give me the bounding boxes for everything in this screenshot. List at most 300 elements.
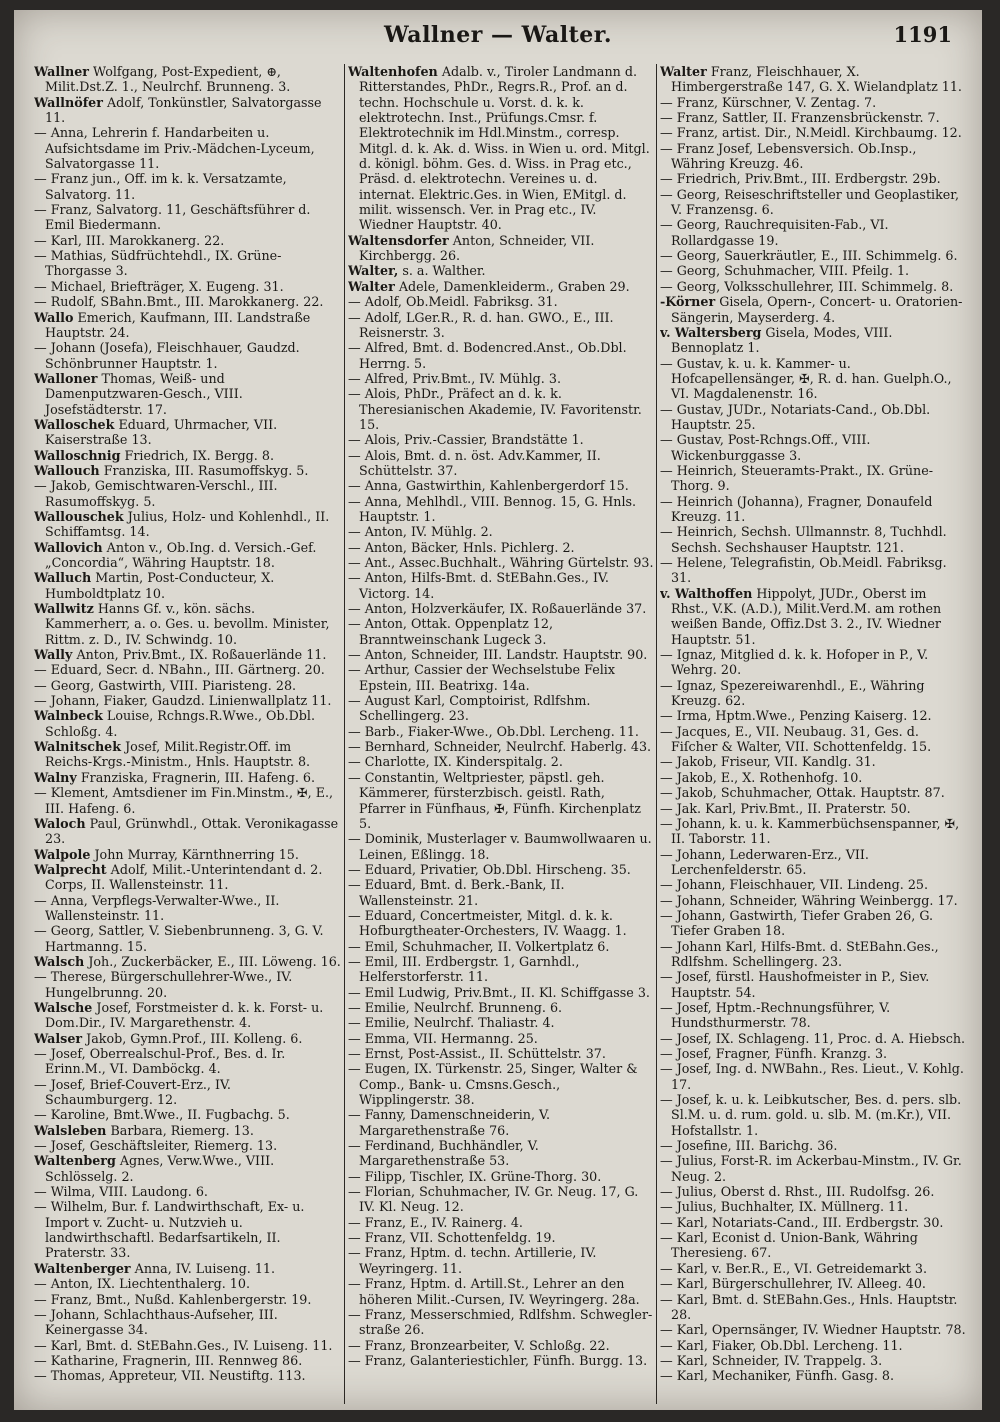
directory-entry — [348, 1000, 654, 1015]
ditto-dash: — — [348, 601, 361, 617]
entry-text: Georg, Rauchrequisiten-Fab., VI. Rollardgasse 19. — [671, 217, 889, 248]
entry-text: Franz, VII. Schottenfeldg. 19. — [364, 1230, 556, 1246]
directory-entry — [660, 1031, 966, 1046]
ditto-dash: — — [660, 892, 673, 908]
directory-entry — [348, 1215, 654, 1230]
ditto-dash: — — [34, 969, 47, 985]
directory-entry — [660, 141, 966, 172]
ditto-dash: — — [348, 447, 361, 463]
entry-text: Heinrich (Johanna), Fragner, Donaufeld Kreuzg. 11. — [671, 493, 933, 524]
directory-entry — [660, 1338, 966, 1353]
directory-entry — [34, 662, 342, 677]
ditto-dash: — — [348, 386, 361, 402]
running-title: Wallner — Walter. — [384, 22, 612, 48]
ditto-dash: — — [348, 1184, 361, 1200]
directory-entry — [348, 233, 654, 264]
entry-text: s. a. Walther. — [402, 263, 486, 279]
ditto-dash: — — [660, 171, 673, 187]
entry-text: Heinrich, Steueramts-Prakt., IX. Grüne-Thorg. 9. — [671, 462, 933, 494]
ditto-dash: — — [660, 1230, 673, 1246]
directory-entry — [660, 724, 966, 755]
directory-entry — [34, 1276, 342, 1291]
entry-text: Franz, E., IV. Rainerg. 4. — [364, 1214, 523, 1230]
ditto-dash: — — [348, 539, 361, 555]
directory-page — [14, 10, 982, 1410]
entry-text: Josef, Ing. d. NWBahn., Res. Lieut., V. Kohlg. 17. — [671, 1061, 964, 1092]
ditto-dash: — — [34, 1107, 47, 1123]
entry-text: Alois, PhDr., Präfect an d. k. k. Theresianischen Akademie, IV. Favoritenstr. 15. — [359, 386, 642, 432]
ditto-dash: — — [348, 432, 361, 448]
entry-text: Gustav, Post-Rchngs.Off., VIII. Wickenburggasse 3. — [671, 432, 871, 463]
entry-text: Hippolyt, JUDr., Oberst im Rhst., V.K. (A.D.), Milit.Verd.M. am rothen weißen Bande, Offiz.Dst 3. 2., IV. Wiedner Hauptstr. 51. — [671, 585, 942, 647]
entry-text: Karoline, Bmt.Wwe., II. Fugbachg. 5. — [50, 1107, 290, 1123]
entry-text: Johann Karl, Hilfs-Bmt. d. StEBahn.Ges., Rdlfshm. Schellingerg. 23. — [671, 938, 939, 969]
entry-text: Franz, Messerschmied, Rdlfshm. Schwegler-straße 26. — [359, 1306, 653, 1338]
entry-text: Ant., Assec.Buchhalt., Währing Gürtelstr. 93. — [364, 555, 654, 570]
entry-text: Eduard, Privatier, Ob.Dbl. Hirscheng. 35. — [364, 861, 631, 877]
entry-surname: Walloschnig — [34, 447, 121, 463]
directory-entry — [660, 294, 966, 325]
ditto-dash: — — [660, 815, 673, 831]
directory-entry — [34, 1368, 342, 1383]
ditto-dash: — — [660, 969, 673, 985]
directory-entry — [660, 494, 966, 525]
directory-entry — [34, 1199, 342, 1260]
column-1 — [34, 64, 342, 1404]
entry-text: Adolf, Milit.-Unterintendant d. 2. Corps, II. Wallensteinstr. 11. — [45, 861, 323, 893]
ditto-dash: — — [348, 616, 361, 632]
entry-text: Friedrich, Priv.Bmt., III. Erdbergstr. 29b. — [676, 171, 941, 187]
directory-entry — [34, 463, 342, 478]
directory-entry — [660, 248, 966, 263]
directory-entry — [348, 1184, 654, 1215]
directory-entry — [34, 310, 342, 341]
entry-surname: Walprecht — [34, 861, 107, 877]
directory-entry — [34, 1123, 342, 1138]
entry-text: Julius, Forst-R. im Ackerbau-Minstm., IV. Gr. Neug. 2. — [671, 1153, 962, 1184]
entry-text: Karl, III. Marokkanerg. 22. — [50, 232, 225, 248]
entry-surname: Walloschek — [34, 416, 115, 432]
directory-entry — [348, 1245, 654, 1276]
ditto-dash: — — [348, 739, 361, 755]
directory-entry — [660, 1261, 966, 1276]
directory-entry — [348, 1338, 654, 1353]
entry-text: Franz, Salvatorg. 11, Geschäftsführer d. Emil Biedermann. — [45, 202, 311, 233]
directory-entry — [34, 1000, 342, 1031]
entry-text: Gisela, Opern-, Concert- u. Oratorien-Sängerin, Mayserderg. 4. — [671, 294, 963, 325]
entry-text: Anton, Priv.Bmt., IX. Roßauerlände 11. — [76, 647, 327, 663]
entry-text: Jacques, E., VII. Neubaug. 31, Ges. d. Fiſcher & Walter, VII. Schottenfeldg. 15. — [671, 723, 932, 755]
ditto-dash: — — [348, 1168, 361, 1184]
entry-text: Heinrich, Sechsh. Ullmannstr. 8, Tuchhdl. Sechsh. Sechshauser Hauptstr. 121. — [671, 524, 947, 555]
directory-entry — [348, 340, 654, 371]
directory-entry — [34, 708, 342, 739]
ditto-dash: — — [660, 278, 673, 294]
entry-surname: Wallo — [34, 309, 74, 325]
entry-text: Josef, k. u. k. Leibkutscher, Bes. d. pers. slb. Sl.M. u. d. rum. gold. u. slb. M. (m.Kr.), VII. Hofstallstr. 1. — [671, 1092, 962, 1138]
ditto-dash: — — [34, 1368, 47, 1384]
entry-text: Adolf, Ob.Meidl. Fabriksg. 31. — [364, 294, 558, 310]
ditto-dash: — — [660, 1214, 673, 1230]
entry-text: Anton, Ottak. Oppenplatz 12, Branntweinschank Lugeck 3. — [359, 616, 553, 647]
entry-text: Johann (Josefa), Fleischhauer, Gaudzd. Schönbrunner Hauptstr. 1. — [45, 340, 300, 371]
entry-text: Josef, Oberrealschul-Prof., Bes. d. Ir. Erinn.M., VI. Damböckg. 4. — [45, 1046, 286, 1077]
entry-text: Anton, IX. Liechtenthalerg. 10. — [50, 1276, 250, 1292]
entry-surname: Walter, — [348, 263, 399, 279]
entry-text: Anton, Holzverkäufer, IX. Roßauerlände 37. — [364, 601, 647, 617]
ditto-dash: — — [660, 723, 673, 739]
directory-entry — [660, 1138, 966, 1153]
directory-entry — [660, 1184, 966, 1199]
column-divider — [656, 64, 657, 1404]
directory-entry — [660, 1199, 966, 1214]
directory-entry — [348, 724, 654, 739]
directory-entry — [348, 310, 654, 341]
ditto-dash: — — [660, 1138, 673, 1154]
entry-text: Georg, Volksschullehrer, III. Schimmelg. 8. — [676, 278, 954, 294]
ditto-dash: — — [34, 677, 47, 693]
ditto-dash: — — [660, 754, 673, 770]
directory-entry — [348, 555, 654, 570]
entry-text: Eduard, Concertmeister, Mitgl. d. k. k. Hofburgtheater-Orchesters, IV. Waagg. 1. — [359, 907, 627, 939]
directory-entry — [348, 386, 654, 432]
entry-text: Barb., Fiaker-Wwe., Ob.Dbl. Lercheng. 11. — [364, 723, 639, 739]
entry-text: Eugen, IX. Türkenstr. 25, Singer, Walter & Comp., Bank- u. Cmsns.Gesch., Wipplingerstr. 38. — [359, 1061, 638, 1108]
entry-text: Adolf, Tonkünstler, Salvatorgasse 11. — [45, 94, 322, 126]
entry-text: Johann, Gastwirth, Tiefer Graben 26, G. Tiefer Graben 18. — [671, 907, 934, 939]
directory-entry — [348, 1307, 654, 1338]
directory-entry — [348, 601, 654, 616]
ditto-dash: — — [34, 785, 47, 801]
directory-entry — [348, 1138, 654, 1169]
directory-entry — [348, 877, 654, 908]
directory-entry — [348, 985, 654, 1000]
directory-entry — [34, 371, 342, 417]
column-2 — [348, 64, 654, 1404]
directory-entry — [660, 801, 966, 816]
entry-surname: Walnbeck — [34, 708, 103, 724]
ditto-dash: — — [660, 432, 673, 448]
ditto-dash: — — [660, 217, 673, 233]
entry-text: Eduard, Uhrmacher, VII. Kaiserstraße 13. — [45, 416, 278, 448]
directory-entry — [660, 816, 966, 847]
entry-text: Johann, Fleischhauer, VII. Lindeng. 25. — [676, 877, 928, 893]
directory-entry — [660, 847, 966, 878]
directory-entry — [34, 1307, 342, 1338]
entry-text: Franz, Galanteriestichler, Fünfh. Burgg. 13. — [364, 1352, 648, 1368]
directory-entry — [660, 1092, 966, 1138]
entry-surname: Wallouschek — [34, 508, 124, 524]
entry-text: Ernst, Post-Assist., II. Schüttelstr. 37. — [364, 1046, 606, 1061]
ditto-dash: — — [660, 140, 673, 156]
entry-text: Helene, Telegrafistin, Ob.Meidl. Fabriksg. 31. — [671, 555, 947, 586]
ditto-dash: — — [34, 1184, 47, 1200]
entry-text: Josef, IX. Schlageng. 11, Proc. d. A. Hiebsch. — [676, 1030, 966, 1046]
ditto-dash: — — [34, 202, 47, 218]
entry-text: Thomas, Appreteur, VII. Neustiftg. 113. — [50, 1368, 306, 1384]
directory-entry — [660, 754, 966, 769]
entry-text: August Karl, Comptoirist, Rdlfshm. Schellingerg. 23. — [359, 693, 591, 724]
entry-text: Franz, Sattler, II. Franzensbrückenstr. 7. — [676, 110, 940, 126]
ditto-dash: — — [348, 1306, 361, 1322]
directory-entry — [660, 893, 966, 908]
ditto-dash: — — [660, 1092, 673, 1108]
directory-entry — [34, 862, 342, 893]
ditto-dash: — — [348, 309, 361, 325]
entry-text: Georg, Reiseschriftsteller und Geoplastiker, V. Franzensg. 6. — [671, 186, 959, 218]
entry-text: Josef, Milit.Registr.Off. im Reichs-Krgs.-Ministm., Hnls. Hauptstr. 8. — [45, 739, 311, 770]
entry-surname: Walter — [660, 64, 707, 79]
entry-text: Jakob, Schuhmacher, Ottak. Hauptstr. 87. — [676, 785, 945, 801]
entry-text: Louise, Rchngs.R.Wwe., Ob.Dbl. Schloßg. 4. — [45, 708, 316, 739]
entry-surname: Walsche — [34, 999, 93, 1015]
directory-entry — [34, 1107, 342, 1122]
directory-entry — [348, 770, 654, 831]
ditto-dash: — — [660, 524, 673, 540]
ditto-dash: — — [348, 570, 361, 586]
entry-surname: Walluch — [34, 570, 92, 586]
ditto-dash: — — [34, 693, 47, 709]
entry-text: Wilma, VIII. Laudong. 6. — [50, 1184, 208, 1200]
ditto-dash: — — [348, 1138, 361, 1154]
ditto-dash: — — [660, 677, 673, 693]
entry-text: Georg, Sattler, V. Siebenbrunneng. 3, G. V. Hartmanng. 15. — [45, 923, 324, 954]
directory-entry — [34, 448, 342, 463]
directory-entry — [34, 693, 342, 708]
entry-surname: Wally — [34, 647, 73, 663]
entry-text: Mathias, Südfrüchtehdl., IX. Grüne-Thorgasse 3. — [45, 248, 282, 279]
directory-entry — [660, 1230, 966, 1261]
entry-text: Georg, Schuhmacher, VIII. Pfeilg. 1. — [676, 263, 910, 279]
entry-text: Ignaz, Mitglied d. k. k. Hofoper in P., V. Wehrg. 20. — [671, 647, 929, 678]
entry-text: Franziska, III. Rasumoffskyg. 5. — [103, 462, 309, 478]
directory-entry — [660, 1353, 966, 1368]
column-divider — [344, 64, 345, 1404]
entry-text: Julius, Holz- und Kohlenhdl., II. Schiffamtsg. 14. — [45, 508, 330, 540]
directory-entry — [34, 417, 342, 448]
ditto-dash: — — [660, 1061, 673, 1077]
ditto-dash: — — [348, 647, 361, 663]
directory-entry — [660, 171, 966, 186]
ditto-dash: — — [660, 1291, 673, 1307]
ditto-dash: — — [348, 831, 361, 847]
entry-text: Alois, Priv.-Cassier, Brandstätte 1. — [364, 432, 584, 448]
directory-entry — [348, 263, 654, 278]
entry-text: Eduard, Secr. d. NBahn., III. Gärtnerg. 20. — [50, 662, 325, 678]
entry-text: Julius, Oberst d. Rhst., III. Rudolfsg. 26. — [676, 1184, 935, 1200]
entry-surname: Walpole — [34, 846, 91, 862]
directory-entry — [34, 847, 342, 862]
entry-text: Johann, Fiaker, Gaudzd. Linienwallplatz 11. — [50, 693, 332, 709]
ditto-dash: — — [660, 800, 673, 816]
entry-text: Franz, Bmt., Nußd. Kahlenbergerstr. 19. — [50, 1291, 312, 1307]
entry-surname: Waltenberger — [34, 1260, 131, 1276]
directory-entry — [348, 448, 654, 479]
entry-text: Jakob, E., X. Rothenhofg. 10. — [676, 769, 863, 785]
entry-text: Michael, Briefträger, X. Eugeng. 31. — [50, 278, 284, 294]
ditto-dash: — — [34, 1199, 47, 1215]
ditto-dash: — — [348, 999, 361, 1015]
entry-text: Emil Ludwig, Priv.Bmt., II. Kl. Schiffgasse 3. — [364, 984, 650, 1000]
ditto-dash: — — [348, 1337, 361, 1353]
directory-entry — [34, 570, 342, 601]
entry-text: Eduard, Bmt. d. Berk.-Bank, II. Wallensteinstr. 21. — [359, 877, 565, 908]
entry-text: Julius, Buchhalter, IX. Müllnerg. 11. — [676, 1199, 909, 1215]
ditto-dash: — — [660, 938, 673, 954]
directory-entry — [34, 1338, 342, 1353]
directory-entry — [34, 647, 342, 662]
entry-text: Barbara, Riemerg. 13. — [110, 1122, 254, 1138]
directory-entry — [34, 678, 342, 693]
ditto-dash: — — [660, 1199, 673, 1215]
entry-text: Anton, Schneider, VII. Kirchbergg. 26. — [359, 232, 595, 264]
entry-text: Alois, Bmt. d. n. öst. Adv.Kammer, II. Schüttelstr. 37. — [359, 447, 601, 478]
ditto-dash: — — [348, 953, 361, 969]
entry-text: Johann, k. u. k. Kammerbüchsenspanner, ✠, II. Taborstr. 11. — [671, 815, 960, 847]
entry-surname: v. Waltersberg — [660, 324, 762, 340]
ditto-dash: — — [34, 892, 47, 908]
entry-text: Paul, Grünwhdl., Ottak. Veronikagasse 23. — [45, 815, 339, 847]
entry-text: Joh., Zuckerbäcker, E., III. Löweng. 16. — [88, 953, 341, 969]
entry-text: Franz, Bronzearbeiter, V. Schloßg. 22. — [364, 1337, 610, 1353]
directory-entry — [348, 1169, 654, 1184]
entry-text: Karl, Fiaker, Ob.Dbl. Lercheng. 11. — [676, 1337, 903, 1353]
ditto-dash: — — [348, 370, 361, 386]
entry-surname: Walsleben — [34, 1122, 107, 1138]
entry-text: Franz jun., Off. im k. k. Versatzamte, Salvatorg. 11. — [45, 171, 287, 202]
directory-entry — [348, 616, 654, 647]
ditto-dash: — — [660, 846, 673, 862]
directory-entry — [348, 831, 654, 862]
ditto-dash: — — [660, 110, 673, 126]
ditto-dash: — — [348, 1214, 361, 1230]
entry-text: Franz, Kürschner, V. Zentag. 7. — [676, 94, 877, 110]
entry-text: Karl, Bmt. d. StEBahn.Ges., IV. Luiseng. 11. — [50, 1337, 333, 1353]
entry-text: Josef, fürstl. Haushofmeister in P., Siev. Hauptstr. 54. — [671, 969, 930, 1000]
entry-text: Friedrich, IX. Bergg. 8. — [124, 447, 274, 463]
directory-entry — [348, 432, 654, 447]
entry-text: Constantin, Weltpriester, päpstl. geh. Kämmerer, fürsterzbisch. geistl. Rath, Pfarrer in Fünfhaus, ✠, Fünfh. Kirchenplatz 5. — [359, 769, 641, 831]
ditto-dash: — — [34, 1046, 47, 1061]
ditto-dash: — — [660, 1030, 673, 1046]
ditto-dash: — — [348, 1245, 361, 1261]
entry-text: Alfred, Bmt. d. Bodencred.Anst., Ob.Dbl. Herrng. 5. — [359, 340, 627, 371]
entry-surname: Walter — [348, 278, 395, 294]
ditto-dash: — — [660, 907, 673, 923]
entry-surname: Wallovich — [34, 539, 103, 555]
ditto-dash: — — [348, 984, 361, 1000]
directory-entry — [348, 739, 654, 754]
ditto-dash: — — [348, 1030, 361, 1046]
directory-entry — [34, 509, 342, 540]
ditto-dash: — — [348, 1015, 361, 1031]
directory-entry — [34, 1077, 342, 1108]
ditto-dash: — — [660, 877, 673, 893]
ditto-dash: — — [348, 340, 361, 356]
directory-entry — [660, 939, 966, 970]
column-3 — [660, 64, 966, 1404]
ditto-dash: — — [660, 401, 673, 417]
ditto-dash: — — [348, 493, 361, 509]
entry-surname: v. Walthoffen — [660, 585, 753, 601]
entry-text: Jakob, Friseur, VII. Kandlg. 31. — [676, 754, 876, 770]
entry-text: Anton, IV. Mühlg. 2. — [364, 524, 493, 540]
entry-surname: Walnitschek — [34, 739, 122, 755]
entry-text: Karl, Schneider, IV. Trappelg. 3. — [676, 1352, 883, 1368]
entry-text: Jakob, Gemischtwaren-Verschl., III. Rasumoffskyg. 5. — [45, 478, 278, 509]
directory-entry — [348, 540, 654, 555]
directory-entry — [34, 64, 342, 95]
entry-text: Karl, Bmt. d. StEBahn.Ges., Hnls. Hauptstr. 28. — [671, 1291, 958, 1322]
directory-entry — [348, 1353, 654, 1368]
directory-entry — [660, 432, 966, 463]
entry-text: Franz Josef, Lebensversich. Ob.Insp., Währing Kreuzg. 46. — [671, 140, 917, 172]
entry-text: Georg, Gastwirth, VIII. Piaristeng. 28. — [50, 677, 297, 693]
entry-text: Emil, Schuhmacher, II. Volkertplatz 6. — [364, 938, 610, 954]
directory-entry — [348, 1015, 654, 1030]
ditto-dash: — — [660, 708, 673, 724]
entry-text: Katharine, Fragnerin, III. Rennweg 86. — [50, 1352, 303, 1368]
entry-text: Anton v., Ob.Ing. d. Versich.-Gef. „Concordia“, Währing Hauptstr. 18. — [45, 539, 317, 570]
entry-surname: Wallnöfer — [34, 94, 103, 110]
ditto-dash: — — [348, 723, 361, 739]
directory-entry — [660, 969, 966, 1000]
ditto-dash: — — [660, 248, 673, 264]
ditto-dash: — — [34, 478, 47, 494]
directory-entry — [348, 1046, 654, 1061]
entry-text: Arthur, Cassier der Wechselstube Felix Epstein, III. Beatrixg. 14a. — [359, 662, 615, 693]
entry-text: Emilie, Neulrchf. Brunneng. 6. — [364, 999, 563, 1015]
directory-entry — [660, 187, 966, 218]
entry-text: Martin, Post-Conducteur, X. Humboldtplatz 10. — [45, 570, 275, 601]
entry-text: Bernhard, Schneider, Neulrchf. Haberlg. 43. — [364, 739, 652, 755]
ditto-dash: — — [34, 1276, 47, 1292]
ditto-dash: — — [660, 1322, 673, 1338]
directory-entry — [660, 647, 966, 678]
entry-text: Anna, Lehrerin f. Handarbeiten u. Aufsichtsdame im Priv.-Mädchen-Lyceum, Salvatorgasse 11. — [45, 125, 315, 172]
ditto-dash: — — [348, 1046, 361, 1061]
directory-entry — [34, 785, 342, 816]
entry-text: Emilie, Neulrchf. Thaliastr. 4. — [364, 1015, 555, 1031]
entry-text: Agnes, Verw.Wwe., VIII. Schlösselg. 2. — [45, 1153, 275, 1184]
entry-text: Anna, Mehlhdl., VIII. Bennog. 15, G. Hnls. Hauptstr. 1. — [359, 493, 637, 524]
entry-text: Klement, Amtsdiener im Fin.Minstm., ✠, E., III. Hafeng. 6. — [45, 785, 334, 816]
ditto-dash: — — [660, 1153, 673, 1169]
entry-text: Thomas, Weiß- und Damenputzwaren-Gesch., VIII. Josefstädterstr. 17. — [45, 370, 243, 417]
entry-surname: Waltensdorfer — [348, 232, 449, 248]
directory-entry — [660, 1215, 966, 1230]
entry-text: Anna, Verpflegs-Verwalter-Wwe., II. Wallensteinstr. 11. — [45, 892, 280, 923]
entry-text: Josef, Geschäftsleiter, Riemerg. 13. — [50, 1138, 278, 1154]
entry-text: Jak. Karl, Priv.Bmt., II. Praterstr. 50. — [676, 800, 911, 816]
directory-entry — [348, 64, 654, 233]
directory-entry — [34, 1046, 342, 1077]
entry-text: Johann, Schneider, Währing Weinbergg. 17. — [676, 892, 958, 908]
directory-entry — [660, 1368, 966, 1383]
entry-text: Emerich, Kaufmann, III. Landstraße Hauptstr. 24. — [45, 309, 311, 340]
directory-entry — [348, 524, 654, 539]
directory-entry — [348, 954, 654, 985]
ditto-dash: — — [660, 785, 673, 801]
ditto-dash: — — [348, 1061, 361, 1077]
entry-text: Therese, Bürgerschullehrer-Wwe., IV. Hungelbrunng. 20. — [45, 969, 293, 1000]
ditto-dash: — — [660, 1276, 673, 1292]
ditto-dash: — — [34, 662, 47, 678]
page-number: 1191 — [893, 22, 952, 47]
directory-entry — [660, 708, 966, 723]
ditto-dash: — — [660, 1368, 673, 1384]
directory-entry — [660, 279, 966, 294]
